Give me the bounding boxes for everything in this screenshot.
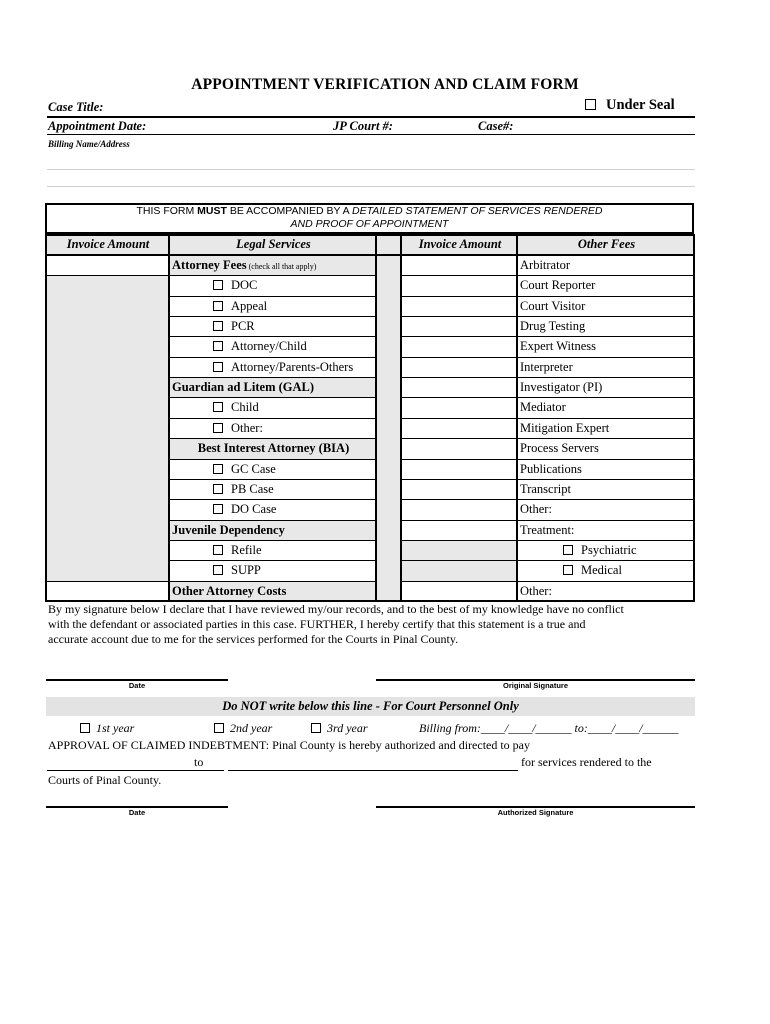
- invoice-amount-right-row[interactable]: [401, 520, 517, 541]
- invoice-amount-right-row[interactable]: [401, 296, 517, 317]
- check-all-note: (check all that apply): [246, 262, 317, 271]
- invoice-amount-right-row[interactable]: [401, 459, 517, 480]
- cell-text: Invoice Amount: [66, 237, 150, 251]
- invoice-amount-right-gray: [401, 560, 517, 582]
- notice-text: THIS FORM MUST BE ACCOMPANIED BY A DETAILED STATEMENT OF SERVICES RENDERED AND PROOF OF APPOINTMENT: [136, 205, 603, 230]
- invoice-amount-right-row[interactable]: [401, 255, 517, 276]
- cell-text: Best Interest Attorney (BIA): [197, 441, 350, 455]
- cell-text: Medical: [581, 563, 622, 577]
- legal-section-5: [169, 377, 376, 398]
- cell-text: Interpreter: [520, 360, 573, 374]
- billing-from[interactable]: Billing from:____/____/______ to:____/____/______: [419, 721, 679, 735]
- year-1[interactable]: [80, 721, 134, 736]
- other-fee-11: [517, 479, 694, 500]
- billing-label: Billing Name/Address: [48, 139, 130, 149]
- cell-text: Process Servers: [520, 441, 599, 455]
- option-checkbox[interactable]: [213, 484, 223, 494]
- case-title-label: Case Title:: [48, 100, 104, 114]
- invoice-amount-merged: [45, 275, 169, 582]
- other-fee-12: [517, 499, 694, 521]
- cell-text: Court Visitor: [520, 299, 586, 313]
- option-checkbox[interactable]: [213, 565, 223, 575]
- year-2[interactable]: [214, 721, 272, 736]
- legal-section-15: [169, 581, 376, 602]
- cell-text: Drug Testing: [520, 319, 586, 333]
- appointment-date-label: Appointment Date:: [48, 119, 147, 133]
- invoice-amount-attorney-fees[interactable]: [45, 255, 169, 276]
- option-checkbox[interactable]: [213, 402, 223, 412]
- other-fee-8: [517, 418, 694, 439]
- cell-text: SUPP: [231, 563, 261, 577]
- legal-option-6[interactable]: [169, 397, 376, 419]
- cell-text: PCR: [231, 319, 255, 333]
- declaration-line-1: By my signature below I declare that I have reviewed my/our records, and to the best of my knowledge have no conflict: [48, 602, 624, 616]
- declaration-line-3: accurate account due to me for the services performed for the Courts in Pinal County.: [48, 632, 459, 646]
- cell-text: Other:: [520, 584, 552, 598]
- option-checkbox[interactable]: [213, 504, 223, 514]
- other-fee-13: [517, 520, 694, 541]
- cell-text: Other:: [231, 421, 263, 435]
- year-3-label: 3rd year: [327, 721, 368, 735]
- legal-option-3[interactable]: [169, 336, 376, 358]
- cell-text: Legal Services: [236, 237, 311, 251]
- cell-text: Attorney Fees: [172, 258, 247, 272]
- under-seal-label: Under Seal: [606, 97, 675, 113]
- cell-text: Transcript: [520, 482, 571, 496]
- to-label: to: [194, 755, 204, 769]
- option-checkbox[interactable]: [213, 545, 223, 555]
- legal-option-1[interactable]: [169, 296, 376, 317]
- billing-line-2[interactable]: [47, 186, 695, 187]
- court-banner-text: Do NOT write below this line - For Court Personnel Only: [222, 699, 519, 713]
- option-checkbox[interactable]: [213, 423, 223, 433]
- cell-text: GC Case: [231, 462, 276, 476]
- legal-option-14[interactable]: [169, 560, 376, 582]
- appointment-date-line[interactable]: [47, 134, 695, 135]
- invoice-amount-right-row[interactable]: [401, 418, 517, 439]
- other-fee-5: [517, 357, 694, 378]
- courts-text: Courts of Pinal County.: [48, 773, 162, 787]
- header-other-fees: [517, 234, 694, 255]
- cell-text: Child: [231, 400, 259, 414]
- other-fee-2: [517, 296, 694, 317]
- year-2-checkbox[interactable]: [214, 723, 224, 733]
- cell-text: Mitigation Expert: [520, 421, 610, 435]
- invoice-amount-right-row[interactable]: [401, 275, 517, 297]
- legal-option-0[interactable]: [169, 275, 376, 297]
- other-fee-3: [517, 316, 694, 337]
- invoice-amount-right-gray: [401, 540, 517, 561]
- cell-text: PB Case: [231, 482, 274, 496]
- year-1-checkbox[interactable]: [80, 723, 90, 733]
- header-spacer: [376, 234, 401, 255]
- cell-text: Psychiatric: [581, 543, 637, 557]
- option-checkbox[interactable]: [213, 321, 223, 331]
- treatment-option-0[interactable]: [517, 540, 694, 561]
- cell-text: Publications: [520, 462, 582, 476]
- cell-text: DOC: [231, 278, 258, 292]
- option-checkbox[interactable]: [213, 464, 223, 474]
- invoice-amount-right-row[interactable]: [401, 499, 517, 521]
- cell-text: Attorney/Child: [231, 339, 307, 353]
- under-seal[interactable]: [585, 97, 675, 114]
- table-spacer-column: [376, 255, 401, 601]
- invoice-amount-right-row[interactable]: [401, 336, 517, 358]
- legal-option-10[interactable]: [169, 479, 376, 500]
- invoice-amount-right-row[interactable]: [401, 397, 517, 419]
- legal-attorney-fees: [169, 255, 376, 276]
- cell-text: DO Case: [231, 502, 277, 516]
- cell-text: Juvenile Dependency: [172, 523, 285, 537]
- cell-text: Attorney/Parents-Others: [231, 360, 354, 374]
- invoice-amount-other-attorney-costs[interactable]: [45, 581, 169, 602]
- invoice-amount-right-row[interactable]: [401, 377, 517, 398]
- header-invoice-amount-right: [401, 234, 517, 255]
- invoice-amount-right-row[interactable]: [401, 438, 517, 460]
- other-fee-4: [517, 336, 694, 358]
- cell-text: Guardian ad Litem (GAL): [172, 380, 315, 394]
- original-signature-label: Original Signature: [502, 681, 568, 690]
- date-label-1: Date: [128, 681, 146, 690]
- year-3[interactable]: [311, 721, 368, 736]
- treatment-option-1[interactable]: [517, 560, 694, 582]
- option-checkbox[interactable]: [563, 545, 573, 555]
- legal-option-9[interactable]: [169, 459, 376, 480]
- option-checkbox[interactable]: [563, 565, 573, 575]
- payee-line[interactable]: [228, 770, 518, 771]
- other-fee-last: [517, 581, 694, 602]
- cell-text: Other:: [520, 502, 552, 516]
- other-fee-10: [517, 459, 694, 480]
- cell-text: Invoice Amount: [418, 237, 502, 251]
- cell-text: Court Reporter: [520, 278, 596, 292]
- other-fee-0: [517, 255, 694, 276]
- invoice-amount-right-row[interactable]: [401, 581, 517, 602]
- jp-court-label: JP Court #:: [333, 119, 393, 133]
- invoice-amount-right-row[interactable]: [401, 479, 517, 500]
- date-label-2: Date: [128, 808, 146, 817]
- invoice-amount-right-row[interactable]: [401, 316, 517, 337]
- cell-text: Other Fees: [577, 237, 636, 251]
- notice-line-2: AND PROOF OF APPOINTMENT: [290, 218, 449, 230]
- option-checkbox[interactable]: [213, 362, 223, 372]
- legal-section-8: [169, 438, 376, 460]
- cell-text: Treatment:: [520, 523, 575, 537]
- year-1-label: 1st year: [96, 721, 135, 735]
- option-checkbox[interactable]: [213, 301, 223, 311]
- legal-section-12: [169, 520, 376, 541]
- year-2-label: 2nd year: [230, 721, 273, 735]
- form-title: APPOINTMENT VERIFICATION AND CLAIM FORM: [191, 76, 579, 93]
- cell-text: Mediator: [520, 400, 566, 414]
- option-checkbox[interactable]: [213, 280, 223, 290]
- cell-text: Investigator (PI): [520, 380, 603, 394]
- other-fee-6: [517, 377, 694, 398]
- billing-line-1[interactable]: [47, 169, 695, 170]
- amount-line[interactable]: [47, 770, 224, 771]
- legal-option-2[interactable]: [169, 316, 376, 337]
- invoice-amount-right-row[interactable]: [401, 357, 517, 378]
- cell-text: Appeal: [231, 299, 268, 313]
- header-invoice-amount-left: [45, 234, 169, 255]
- other-fee-9: [517, 438, 694, 460]
- cell-text: Other Attorney Costs: [172, 584, 287, 598]
- cell-text: Arbitrator: [520, 258, 570, 272]
- authorized-signature-label: Authorized Signature: [497, 808, 574, 817]
- option-checkbox[interactable]: [213, 341, 223, 351]
- case-number-label: Case#:: [478, 119, 514, 133]
- legal-option-13[interactable]: [169, 540, 376, 561]
- case-title-line[interactable]: [47, 116, 695, 118]
- cell-text: Expert Witness: [520, 339, 596, 353]
- for-services-text: for services rendered to the: [521, 755, 652, 769]
- under-seal-checkbox[interactable]: [585, 99, 596, 110]
- other-fee-7: [517, 397, 694, 419]
- year-3-checkbox[interactable]: [311, 723, 321, 733]
- header-legal-services: [169, 234, 376, 255]
- legal-option-11[interactable]: [169, 499, 376, 521]
- legal-option-7[interactable]: [169, 418, 376, 439]
- cell-text: Refile: [231, 543, 262, 557]
- legal-option-4[interactable]: [169, 357, 376, 378]
- approval-text: APPROVAL OF CLAIMED INDEBTMENT: Pinal County is hereby authorized and directed to pay: [48, 738, 531, 752]
- declaration-line-2: with the defendant or associated parties in this case. FURTHER, I hereby certify that this statement is a true and: [48, 617, 586, 631]
- other-fee-1: [517, 275, 694, 297]
